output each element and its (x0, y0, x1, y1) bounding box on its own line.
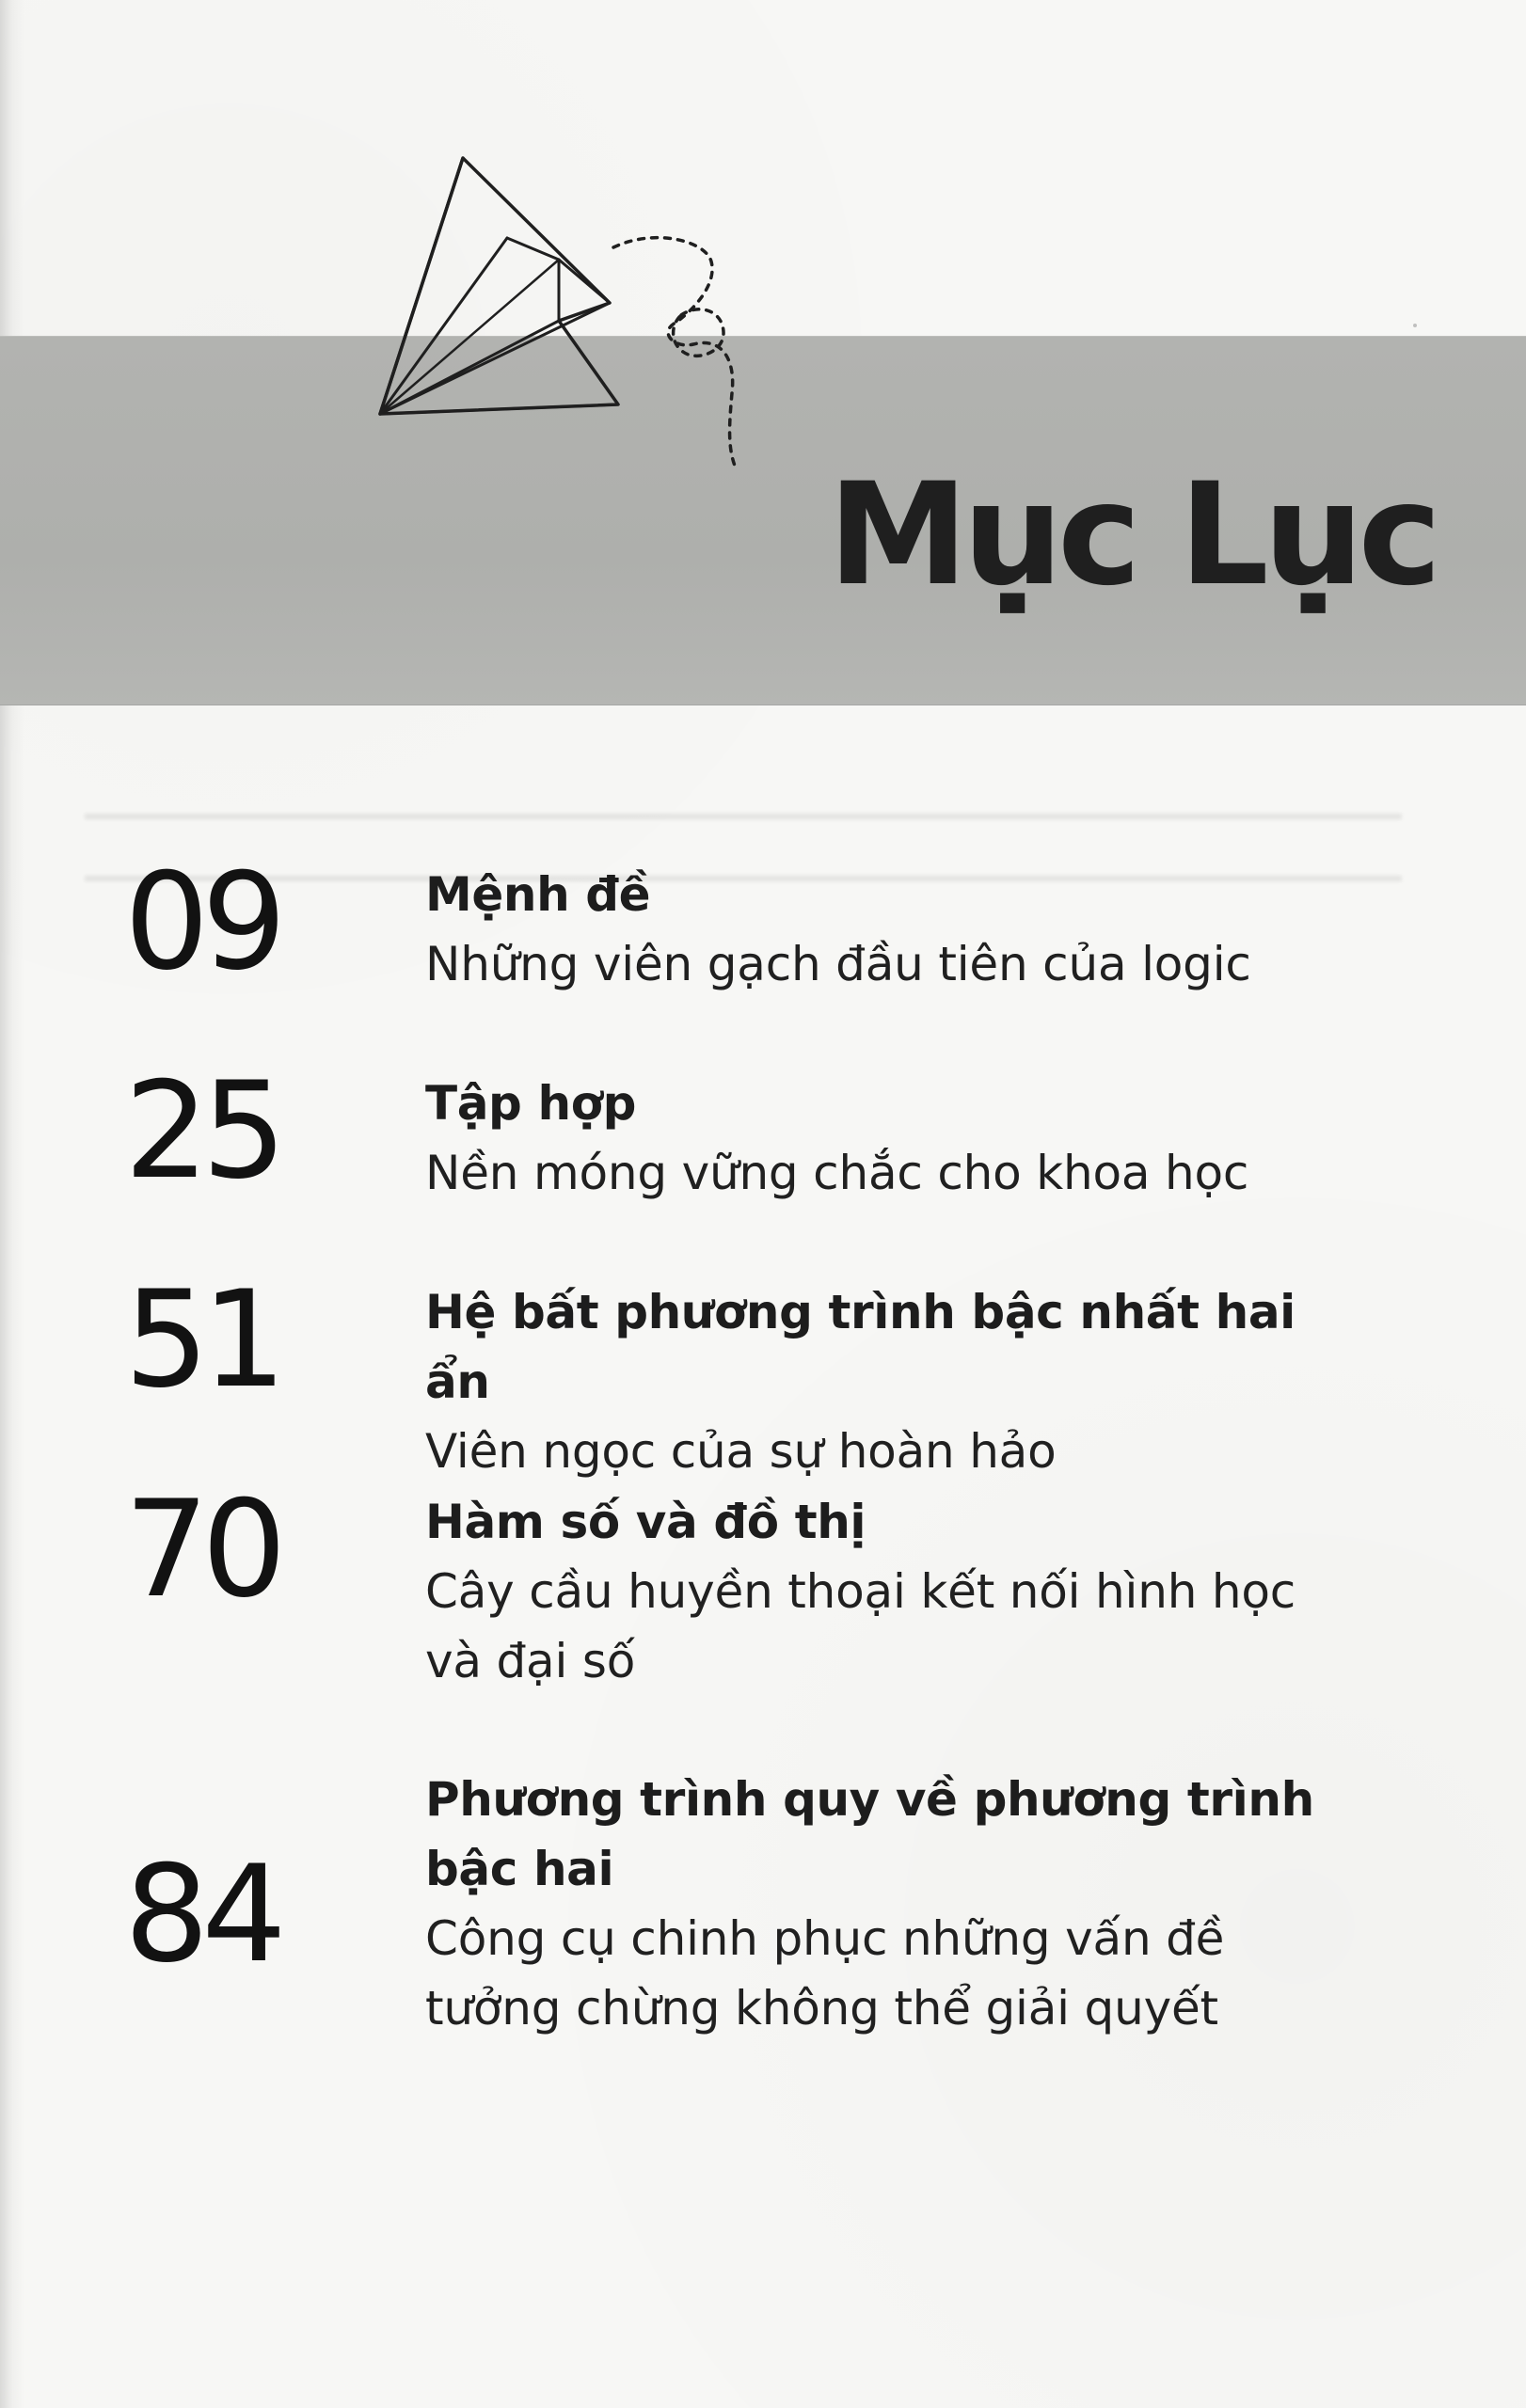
chapter-title: Hàm số và đồ thị (425, 1495, 866, 1549)
toc-text-block (425, 1765, 1366, 2043)
chapter-subtitle: và đại số (425, 1634, 636, 1688)
dust-speck (1413, 324, 1417, 327)
chapter-subtitle: Những viên gạch đầu tiên của logic (425, 937, 1251, 991)
paper-plane-icon (371, 150, 775, 489)
toc-text-block (425, 860, 1366, 999)
chapter-title: Mệnh đề (425, 867, 651, 922)
chapter-title: Tập hợp (425, 1076, 636, 1131)
page-title: Mục Lục (828, 453, 1437, 617)
chapter-title: Hệ bất phương trình bậc nhất hai ẩn (425, 1285, 1296, 1409)
page-number: 09 (124, 845, 279, 1000)
chapter-subtitle: Cây cầu huyền thoại kết nối hình học (425, 1564, 1296, 1619)
page-number: 25 (124, 1054, 279, 1209)
chapter-title: Phương trình quy về phương trình (425, 1772, 1314, 1827)
toc-text-block (425, 1069, 1366, 1208)
chapter-subtitle: tưởng chừng không thể giải quyết (425, 1981, 1218, 2036)
chapter-subtitle: Công cụ chinh phục những vấn đề (425, 1911, 1225, 1966)
chapter-title: bậc hai (425, 1842, 614, 1896)
chapter-subtitle: Nền móng vững chắc cho khoa học (425, 1146, 1249, 1200)
toc-text-block (425, 1277, 1366, 1486)
page-number: 84 (124, 1837, 279, 1992)
chapter-subtitle: Viên ngọc của sự hoàn hảo (425, 1424, 1057, 1479)
page-number: 51 (124, 1262, 279, 1418)
toc-text-block (425, 1487, 1366, 1696)
page-number: 70 (124, 1472, 279, 1627)
